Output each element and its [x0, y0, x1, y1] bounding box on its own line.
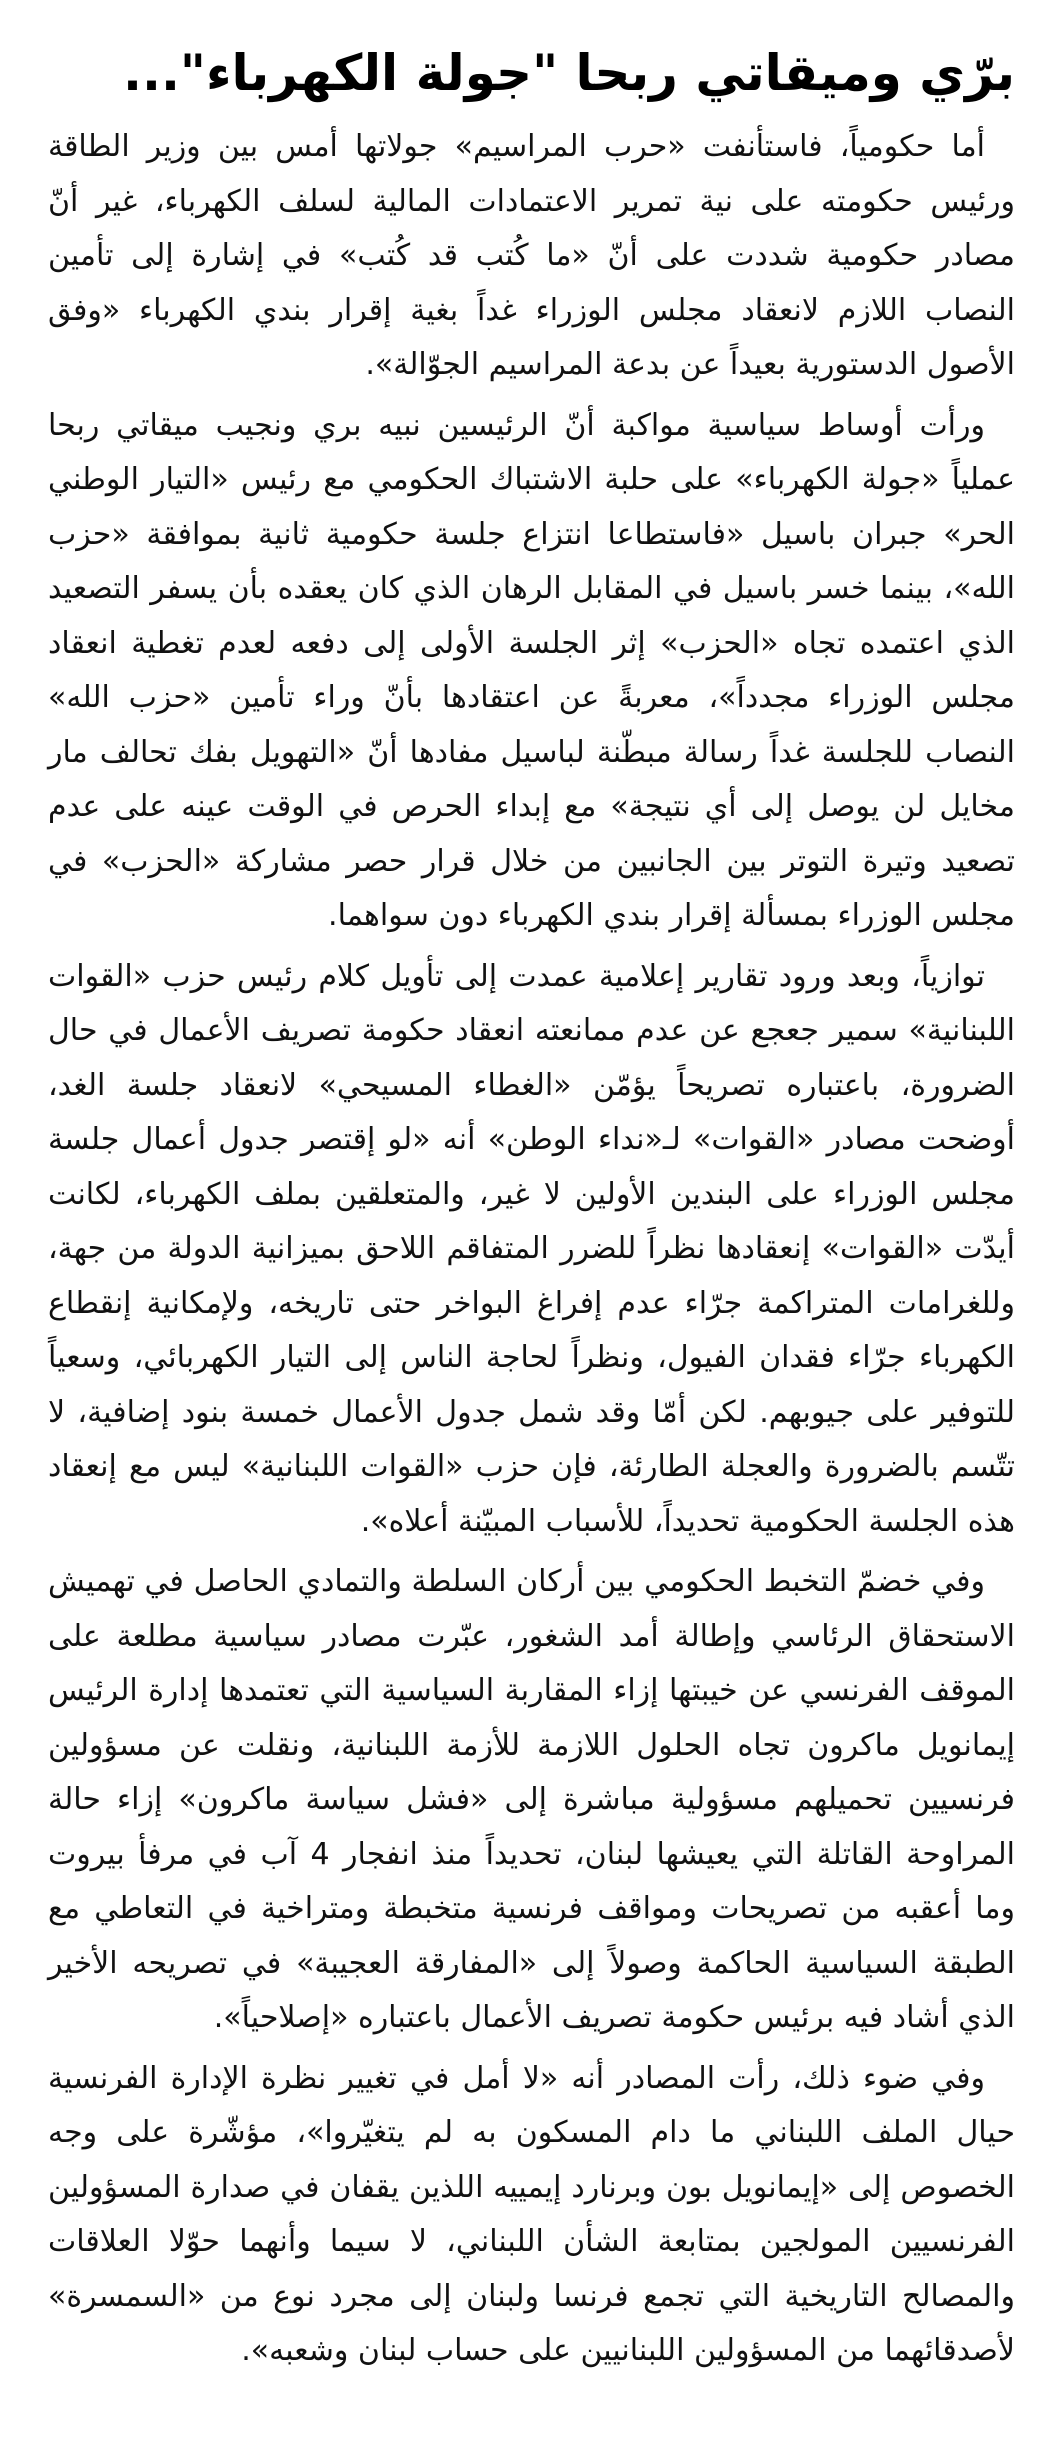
article-paragraph: توازياً، وبعد ورود تقارير إعلامية عمدت إلى تأويل كلام رئيس حزب «القوات اللبنانية» سمير جعجع عن عدم ممانعته انعقاد حكومة تصريف الأعمال في حال الضرورة، باعتباره تصريحاً يؤمّن «الغطاء المسيحي» لانعقاد جلسة الغد، أوضحت مصادر «القوات» لـ«نداء الوطن» أنه «لو إقتصر جدول أعمال جلسة مجلس الوزراء على البندين الأولين لا غير، والمتعلقين بملف الكهرباء، لكانت أيدّت «القوات» إنعقادها نظراً للضرر المتفاقم اللاحق بميزانية الدولة من جهة، وللغرامات المتراكمة جرّاء عدم إفراغ البواخر حتى تاريخه، ولإمكانية إنقطاع الكهرباء جرّاء فقدان الفيول، ونظراً لحاجة الناس إلى التيار الكهربائي، وسعياً للتوفير على جيوبهم. لكن أمّا وقد شمل جدول الأعمال خمسة بنود إضافية، لا تتّسم بالضرورة والعجلة الطارئة، فإن حزب «القوات اللبنانية» ليس مع إنعقاد هذه الجلسة الحكومية تحديداً، للأسباب المبيّنة أعلاه». — [48, 958, 1015, 1539]
article-headline: برّي وميقاتي ربحا "جولة الكهرباء"... — [122, 44, 1015, 102]
article-paragraph: وفي ضوء ذلك، رأت المصادر أنه «لا أمل في تغيير نظرة الإدارة الفرنسية حيال الملف اللبناني ما دام المسكون به لم يتغيّروا»، مؤشّرة على وجه الخصوص إلى «إيمانويل بون وبرنارد إيمييه اللذين يقفان في صدارة المسؤولين الفرنسيين المولجين بمتابعة الشأن اللبناني، لا سيما وأنهما حوّلا العلاقات والمصالح التاريخية التي تجمع فرنسا ولبنان إلى مجرد نوع من «السمسرة» لأصدقائهما من المسؤولين اللبنانيين على حساب لبنان وشعبه». — [48, 2060, 1015, 2368]
article-body — [48, 120, 1015, 2379]
article-paragraph: أما حكومياً، فاستأنفت «حرب المراسيم» جولاتها أمس بين وزير الطاقة ورئيس حكومته على نية تمرير الاعتمادات المالية لسلف الكهرباء، غير أنّ مصادر حكومية شددت على أنّ «ما كُتب قد كُتب» في إشارة إلى تأمين النصاب اللازم لانعقاد مجلس الوزراء غداً بغية إقرار بندي الكهرباء «وفق الأصول الدستورية بعيداً عن بدعة المراسيم الجوّالة». — [48, 129, 1015, 382]
article-paragraph: ورأت أوساط سياسية مواكبة أنّ الرئيسين نبيه بري ونجيب ميقاتي ربحا عملياً «جولة الكهرباء» على حلبة الاشتباك الحكومي مع رئيس «التيار الوطني الحر» جبران باسيل «فاستطاعا انتزاع جلسة حكومية ثانية بموافقة «حزب الله»، بينما خسر باسيل في المقابل الرهان الذي كان يعقده بأن يسفر التصعيد الذي اعتمده تجاه «الحزب» إثر الجلسة الأولى إلى دفعه لعدم تغطية انعقاد مجلس الوزراء مجدداً»، معربةً عن اعتقادها بأنّ وراء تأمين «حزب الله» النصاب للجلسة غداً رسالة مبطّنة لباسيل مفادها أنّ «التهويل بفك تحالف مار مخايل لن يوصل إلى أي نتيجة» مع إبداء الحرص في الوقت عينه على عدم تصعيد وتيرة التوتر بين الجانبين من خلال قرار حصر مشاركة «الحزب» في مجلس الوزراء بمسألة إقرار بندي الكهرباء دون سواهما. — [48, 407, 1015, 933]
article-paragraph: وفي خضمّ التخبط الحكومي بين أركان السلطة والتمادي الحاصل في تهميش الاستحقاق الرئاسي وإطالة أمد الشغور، عبّرت مصادر سياسية مطلعة على الموقف الفرنسي عن خيبتها إزاء المقاربة السياسية التي تعتمدها إدارة الرئيس إيمانويل ماكرون تجاه الحلول اللازمة للأزمة اللبنانية، ونقلت عن مسؤولين فرنسيين تحميلهم مسؤولية مباشرة إلى «فشل سياسة ماكرون» إزاء حالة المراوحة القاتلة التي يعيشها لبنان، تحديداً منذ انفجار 4 آب في مرفأ بيروت وما أعقبه من تصريحات ومواقف فرنسية متخبطة ومتراخية في التعاطي مع الطبقة السياسية الحاكمة وصولاً إلى «المفارقة العجيبة» في تصريحه الأخير الذي أشاد فيه برئيس حكومة تصريف الأعمال باعتباره «إصلاحياً». — [48, 1564, 1015, 2035]
